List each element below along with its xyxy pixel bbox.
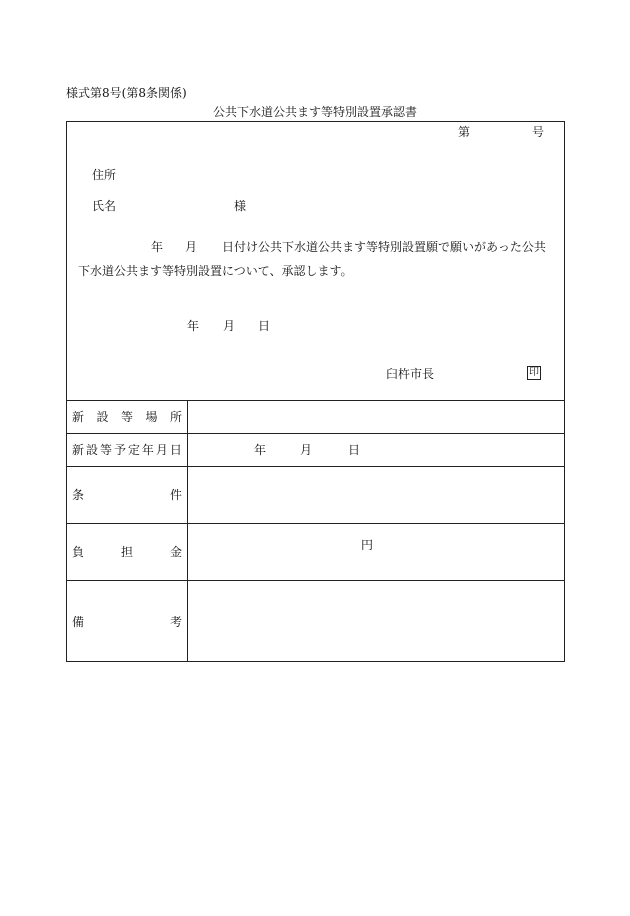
issue-day: 日 (258, 319, 271, 333)
scheduled-date-label (72, 444, 182, 456)
label-char: 新 (72, 443, 85, 457)
label-char: 備 (72, 615, 85, 629)
label-char: 考 (169, 615, 182, 629)
honorific: 様 (234, 199, 247, 213)
label-char: 等 (99, 443, 112, 457)
body-line2: 下水道公共ます等特別設置について、承認します。 (78, 264, 353, 278)
label-char: 件 (169, 488, 182, 502)
label-char: 担 (120, 545, 133, 559)
remarks-label (72, 616, 182, 628)
label-char: 新 (72, 410, 85, 424)
label-char: 月 (155, 443, 168, 457)
label-char: 年 (141, 443, 154, 457)
fee-label (72, 546, 182, 558)
conditions-label (72, 489, 182, 501)
number-prefix: 第 (458, 125, 471, 139)
form-title: 公共下水道公共ます等特別設置承認書 (213, 105, 418, 119)
signer-title: 臼杵市長 (386, 367, 435, 381)
fee-unit: 円 (361, 538, 374, 552)
scheduled-day: 日 (348, 443, 361, 457)
address-label: 住所 (92, 168, 117, 182)
row-divider (66, 433, 565, 434)
name-label: 氏名 (92, 199, 117, 213)
label-char: 等 (120, 410, 133, 424)
row-divider (66, 580, 565, 581)
body-year: 年 (151, 240, 164, 254)
body-month: 月 (185, 240, 198, 254)
issue-year: 年 (187, 319, 200, 333)
seal-mark: 印 (529, 367, 539, 378)
label-char: 所 (169, 410, 182, 424)
scheduled-year: 年 (254, 443, 267, 457)
label-char: 日 (169, 443, 182, 457)
label-char: 設 (85, 443, 98, 457)
table-top-line (66, 400, 565, 401)
number-suffix: 号 (532, 125, 545, 139)
column-divider (187, 400, 188, 662)
label-char: 条 (72, 488, 85, 502)
issue-month: 月 (223, 319, 236, 333)
location-label (72, 411, 182, 423)
row-divider (66, 523, 565, 524)
label-char: 定 (127, 443, 140, 457)
label-char: 予 (113, 443, 126, 457)
row-divider (66, 466, 565, 467)
label-char: 場 (145, 410, 158, 424)
form-number: 様式第8号(第8条関係) (66, 86, 187, 100)
label-char: 負 (72, 545, 85, 559)
label-char: 金 (169, 545, 182, 559)
scheduled-month: 月 (300, 443, 313, 457)
body-line1: 日付け公共下水道公共ます等特別設置願で願いがあった公共 (222, 240, 546, 254)
label-char: 設 (96, 410, 109, 424)
